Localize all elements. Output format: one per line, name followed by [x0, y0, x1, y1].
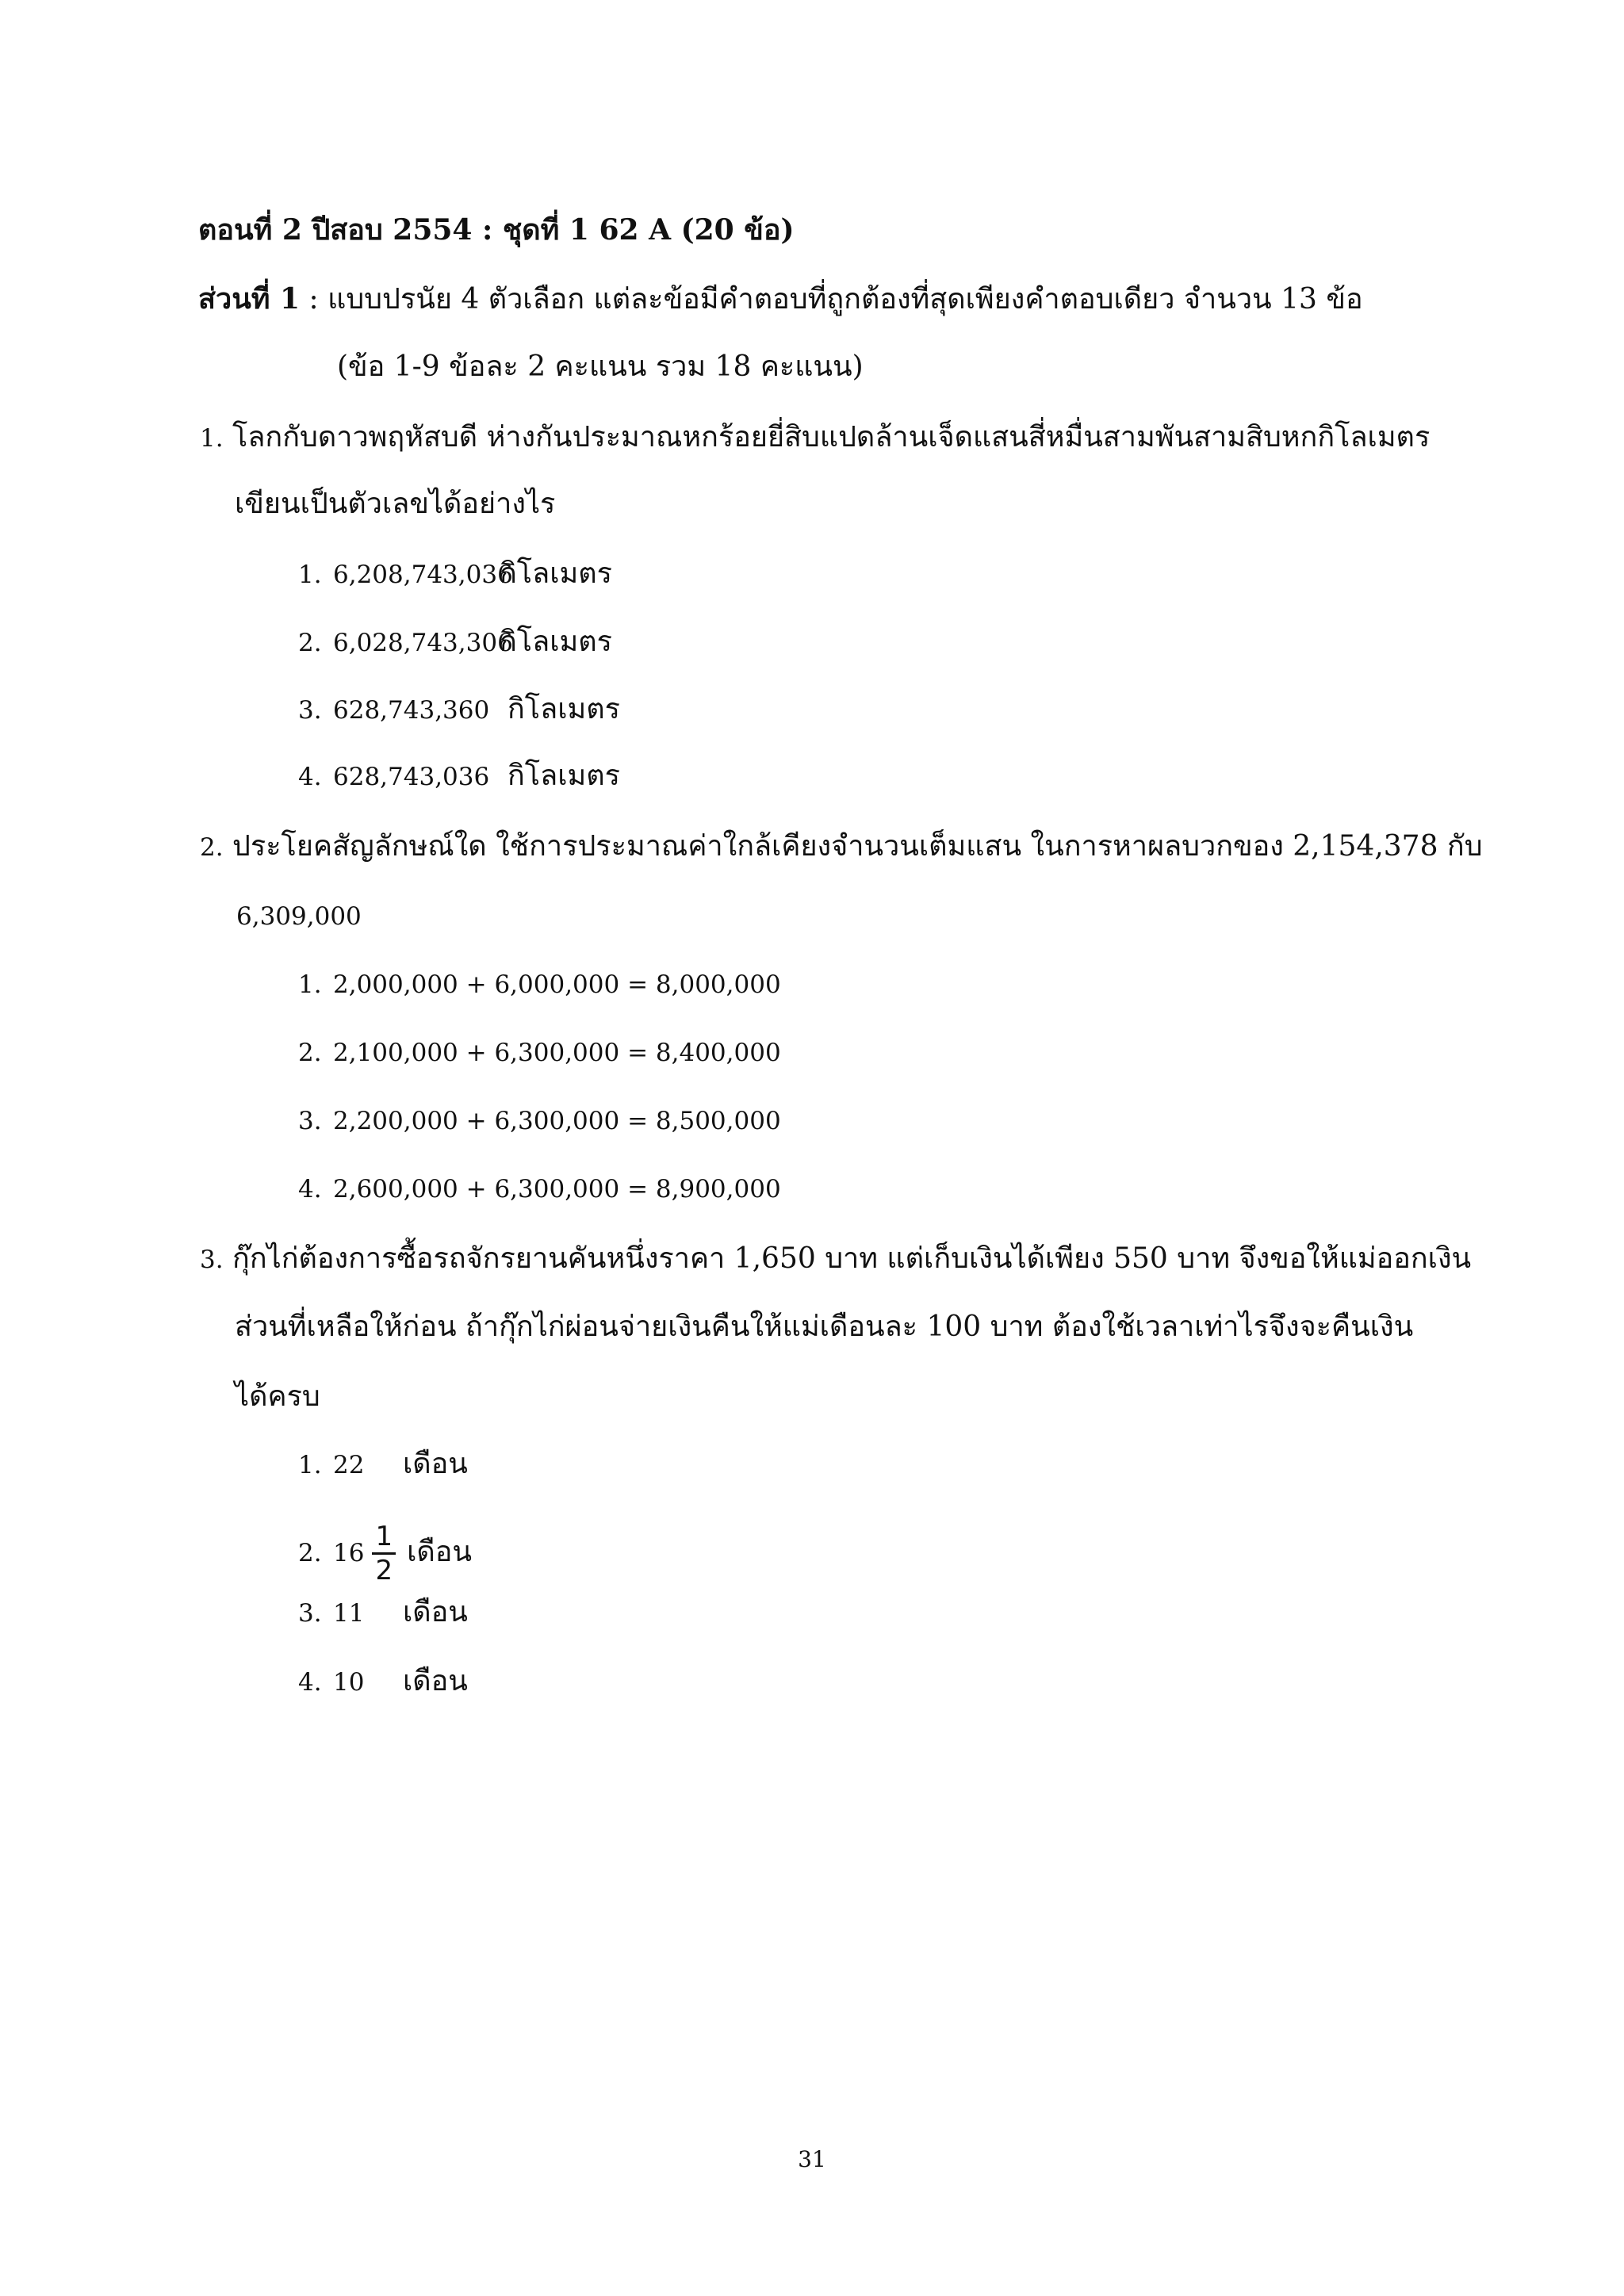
question-1-number: 1. — [200, 424, 224, 453]
question-1-option-4: 4. 628,743,036 กิโลเมตร — [298, 760, 620, 792]
section-heading — [198, 281, 1363, 317]
question-3-line-2: ส่วนที่เหลือให้ก่อน ถ้ากุ๊กไก่ผ่อนจ่ายเงินคืนให้แม่เดือนละ 100 บาท ต้องใช้เวลาเท่าไรจึงจะคืนเงิน — [235, 1311, 1414, 1343]
page-title: ตอนที่ 2 ปีสอบ 2554 : ชุดที่ 1 62 A (20 ข้อ) — [198, 213, 795, 247]
question-2-line-1 — [200, 829, 1483, 865]
question-2-option-4: 4. 2,600,000 + 6,300,000 = 8,900,000 — [298, 1175, 781, 1203]
question-3-text: กุ๊กไก่ต้องการซื้อรถจักรยานคันหนึ่งราคา 1,650 บาท แต่เก็บเงินได้เพียง 550 บาท จึงขอให้แม่ออกเงิน — [232, 1242, 1472, 1275]
question-3-line-1 — [200, 1242, 1471, 1277]
question-2-number: 2. — [200, 833, 224, 862]
question-3-number: 3. — [200, 1246, 224, 1274]
question-1-text: โลกกับดาวพฤหัสบดี ห่างกันประมาณหกร้อยยี่สิบแปดล้านเจ็ดแสนสี่หมื่นสามพันสามสิบหกกิโลเมตร — [232, 421, 1431, 453]
section-label: ส่วนที่ 1 — [198, 282, 301, 316]
question-2-option-2: 2. 2,100,000 + 6,300,000 = 8,400,000 — [298, 1039, 781, 1067]
question-1-option-3: 3. 628,743,360 กิโลเมตร — [298, 693, 620, 725]
question-3-line-3: ได้ครบ — [235, 1380, 320, 1413]
question-3-option-3: 3. 11 เดือน — [298, 1596, 468, 1628]
question-2-line-2: 6,309,000 — [236, 902, 362, 931]
section-note: (ข้อ 1-9 ข้อละ 2 คะแนน รวม 18 คะแนน) — [337, 350, 864, 383]
question-3-option-4: 4. 10 เดือน — [298, 1665, 468, 1697]
question-3-option-1: 1. 22 เดือน — [298, 1448, 468, 1480]
fraction-one-half: $\frac{1}{2}$ — [372, 1521, 396, 1586]
question-1-line-1 — [200, 420, 1430, 456]
question-2-option-1: 1. 2,000,000 + 6,000,000 = 8,000,000 — [298, 970, 781, 999]
question-1-line-2: เขียนเป็นตัวเลขได้อย่างไร — [235, 488, 556, 520]
question-1-option-1: 1. 6,208,743,036กิโลเมตร — [298, 557, 612, 590]
question-3-option-2: 2. 16 $\frac{1}{2}$ เดือน — [298, 1521, 473, 1586]
page-number: 31 — [798, 2146, 826, 2172]
section-description: : แบบปรนัย 4 ตัวเลือก แต่ละข้อมีคำตอบที่ถูกต้องที่สุดเพียงคำตอบเดียว จำนวน 13 ข้อ — [300, 283, 1363, 316]
question-1-option-2: 2. 6,028,743,306กิโลเมตร — [298, 626, 612, 658]
question-2-text: ประโยคสัญลักษณ์ใด ใช้การประมาณค่าใกล้เคียงจำนวนเต็มแสน ในการหาผลบวกของ 2,154,378 กับ — [232, 830, 1483, 863]
question-2-option-3: 3. 2,200,000 + 6,300,000 = 8,500,000 — [298, 1107, 781, 1135]
